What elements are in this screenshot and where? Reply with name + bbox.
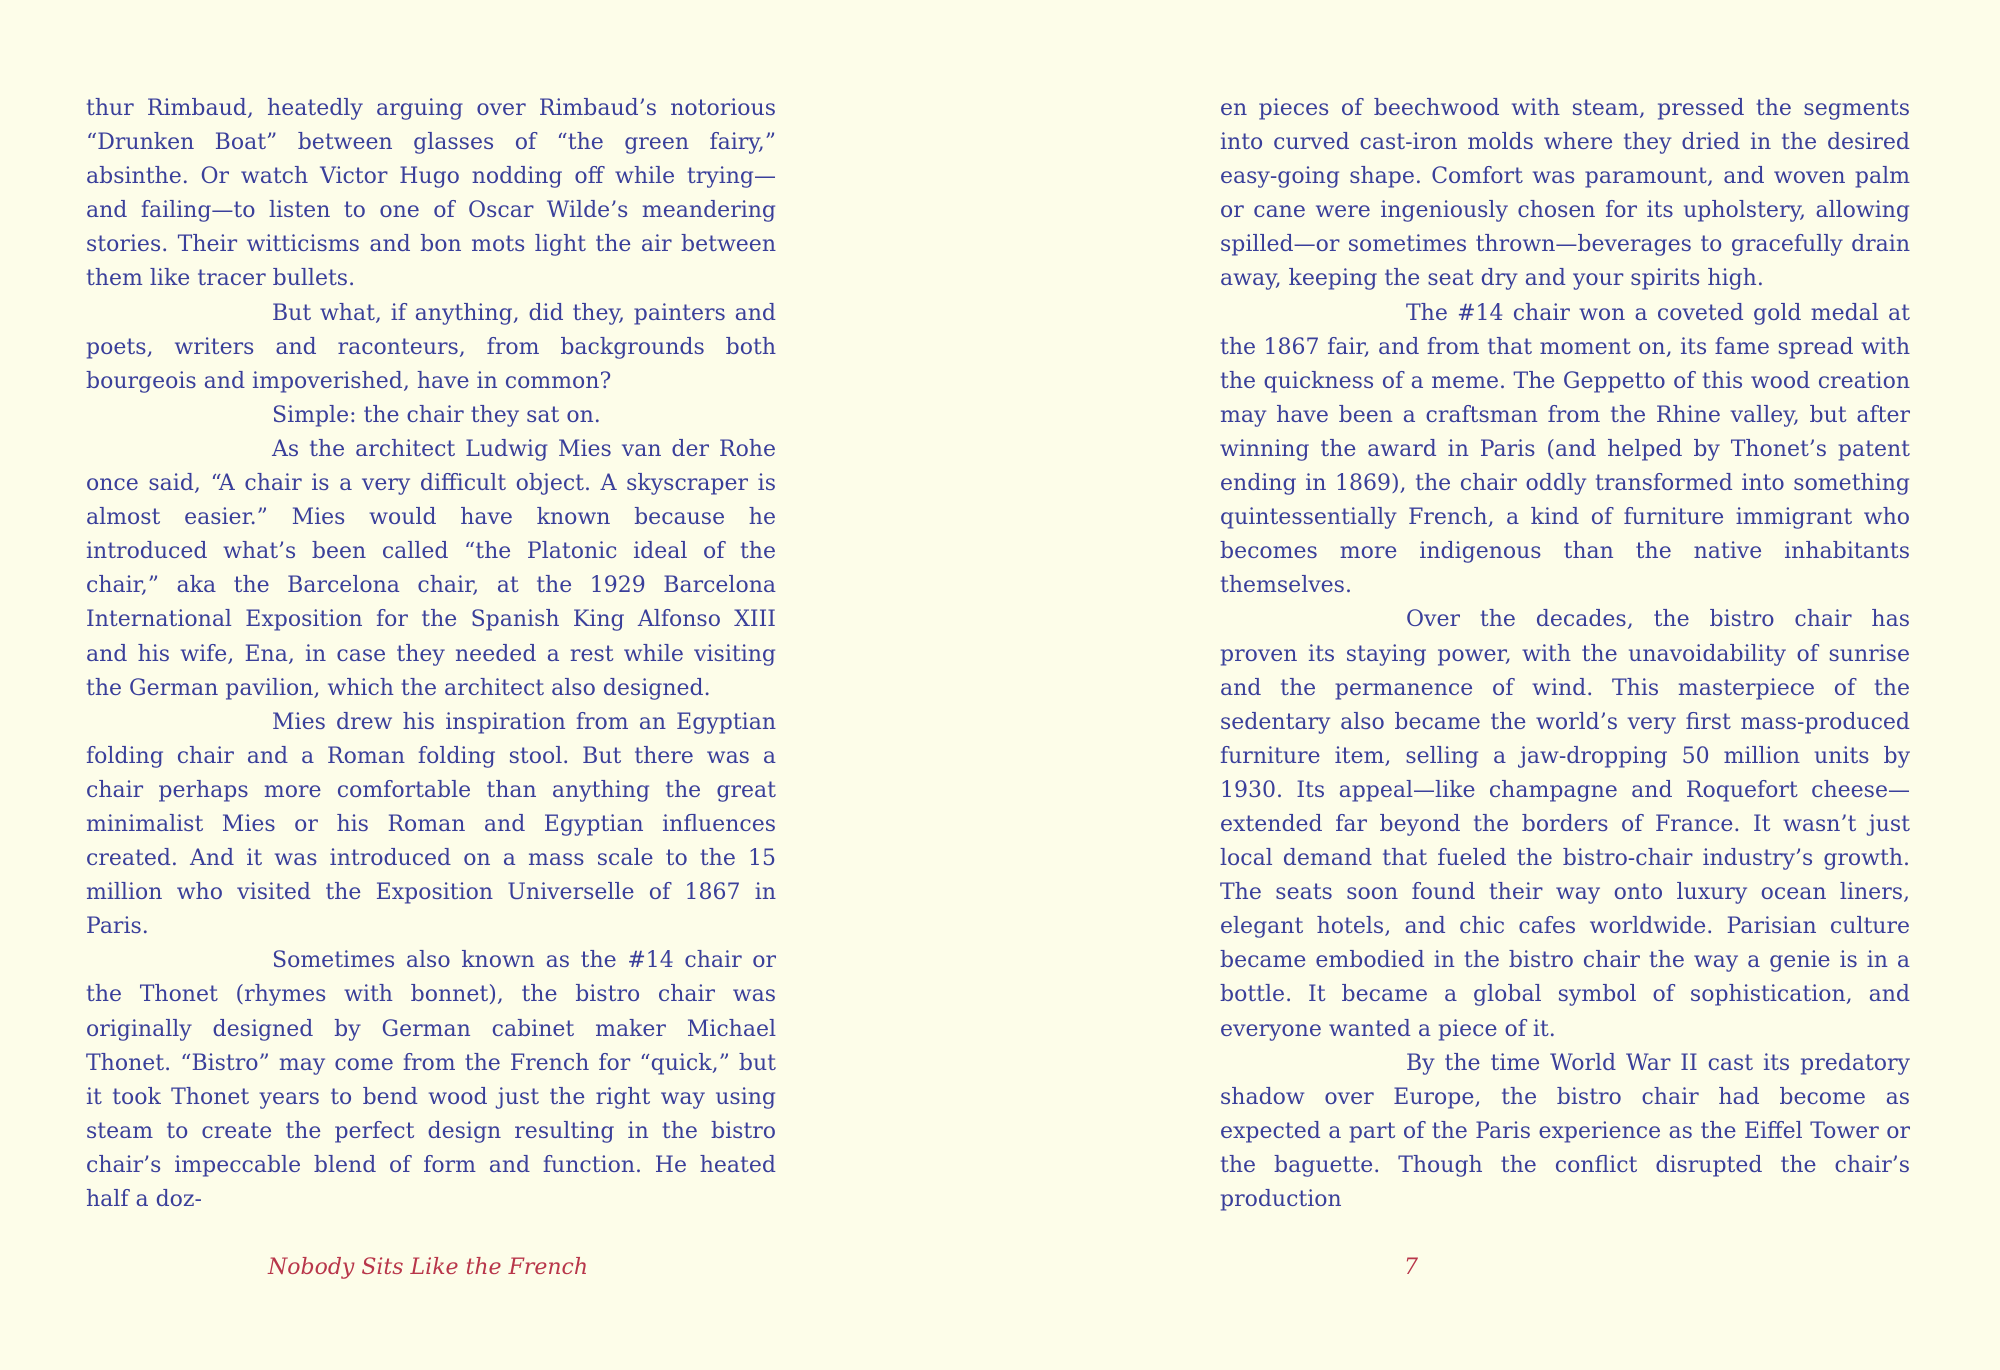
- page-number: 7: [1404, 1255, 1418, 1280]
- left-paragraph-2: But what, if anything, did they, painters and poets, writers and raconteurs, from backgrounds both bourgeois and impoverished, have in common?: [86, 300, 776, 394]
- left-paragraph-1: thur Rimbaud, heatedly arguing over Rimbaud’s notorious “Drunken Boat” between glasses of “the green fairy,” absinthe. Or watch Victor Hugo nodding off while trying—and failing—to listen to one of Oscar Wilde’s meandering stories. Their witticisms and bon mots light the air between them like tracer bullets.: [86, 96, 776, 292]
- right-page-text: [1220, 92, 1910, 1217]
- right-paragraph-2: The #14 chair won a coveted gold medal at the 1867 fair, and from that moment on, its fame spread with the quickness of a meme. The Geppetto of this wood creation may have been a craftsman from the Rhine valley, but after winning the award in Paris (and helped by Thonet’s patent ending in 1869), the chair oddly transformed into something quintessentially French, a kind of furniture immigrant who becomes more indigenous than the native inhabitants themselves.: [1220, 300, 1910, 599]
- left-page-text: [86, 92, 776, 1217]
- right-paragraph-4: By the time World War II cast its predatory shadow over Europe, the bistro chair had become as expected a part of the Paris experience as the Eiffel Tower or the baguette. Though the conflict disrupted the chair’s production: [1220, 1050, 1910, 1212]
- running-footer-title: Nobody Sits Like the French: [268, 1255, 589, 1280]
- right-paragraph-3: Over the decades, the bistro chair has proven its staying power, with the unavoidability of sunrise and the permanence of wind. This masterpiece of the sedentary also became the world’s very first mass-produced furniture item, selling a jaw-dropping 50 million units by 1930. Its appeal—like champagne and Roquefort cheese—extended far beyond the borders of France. It wasn’t just local demand that fueled the bistro-chair industry’s growth. The seats soon found their way onto luxury ocean liners, elegant hotels, and chic cafes worldwide. Parisian culture became embodied in the bistro chair the way a genie is in a bottle. It became a global symbol of sophistication, and everyone wanted a piece of it.: [1220, 607, 1910, 1042]
- left-paragraph-4: As the architect Ludwig Mies van der Rohe once said, “A chair is a very difficult object. A skyscraper is almost easier.” Mies would have known because he introduced what’s been called “the Platonic ideal of the chair,” aka the Barcelona chair, at the 1929 Barcelona International Exposition for the Spanish King Alfonso XIII and his wife, Ena, in case they needed a rest while visiting the German pavilion, which the architect also designed.: [86, 436, 776, 701]
- right-paragraph-1: en pieces of beechwood with steam, pressed the segments into curved cast-iron molds where they dried in the desired easy-going shape. Comfort was paramount, and woven palm or cane were ingeniously chosen for its upholstery, allowing spilled—or sometimes thrown—beverages to gracefully drain away, keeping the seat dry and your spirits high.: [1220, 96, 1910, 292]
- left-paragraph-3: Simple: the chair they sat on.: [272, 402, 601, 428]
- left-paragraph-5: Mies drew his inspiration from an Egyptian folding chair and a Roman folding stool. But there was a chair perhaps more comfortable than anything the great minimalist Mies or his Roman and Egyptian influences created. And it was introduced on a mass scale to the 15 million who visited the Exposition Universelle of 1867 in Paris.: [86, 709, 776, 940]
- left-paragraph-6: Sometimes also known as the #14 chair or the Thonet (rhymes with bonnet), the bistro chair was originally designed by German cabinet maker Michael Thonet. “Bistro” may come from the French for “quick,” but it took Thonet years to bend wood just the right way using steam to create the perfect design resulting in the bistro chair’s impeccable blend of form and function. He heated half a doz-: [86, 948, 776, 1212]
